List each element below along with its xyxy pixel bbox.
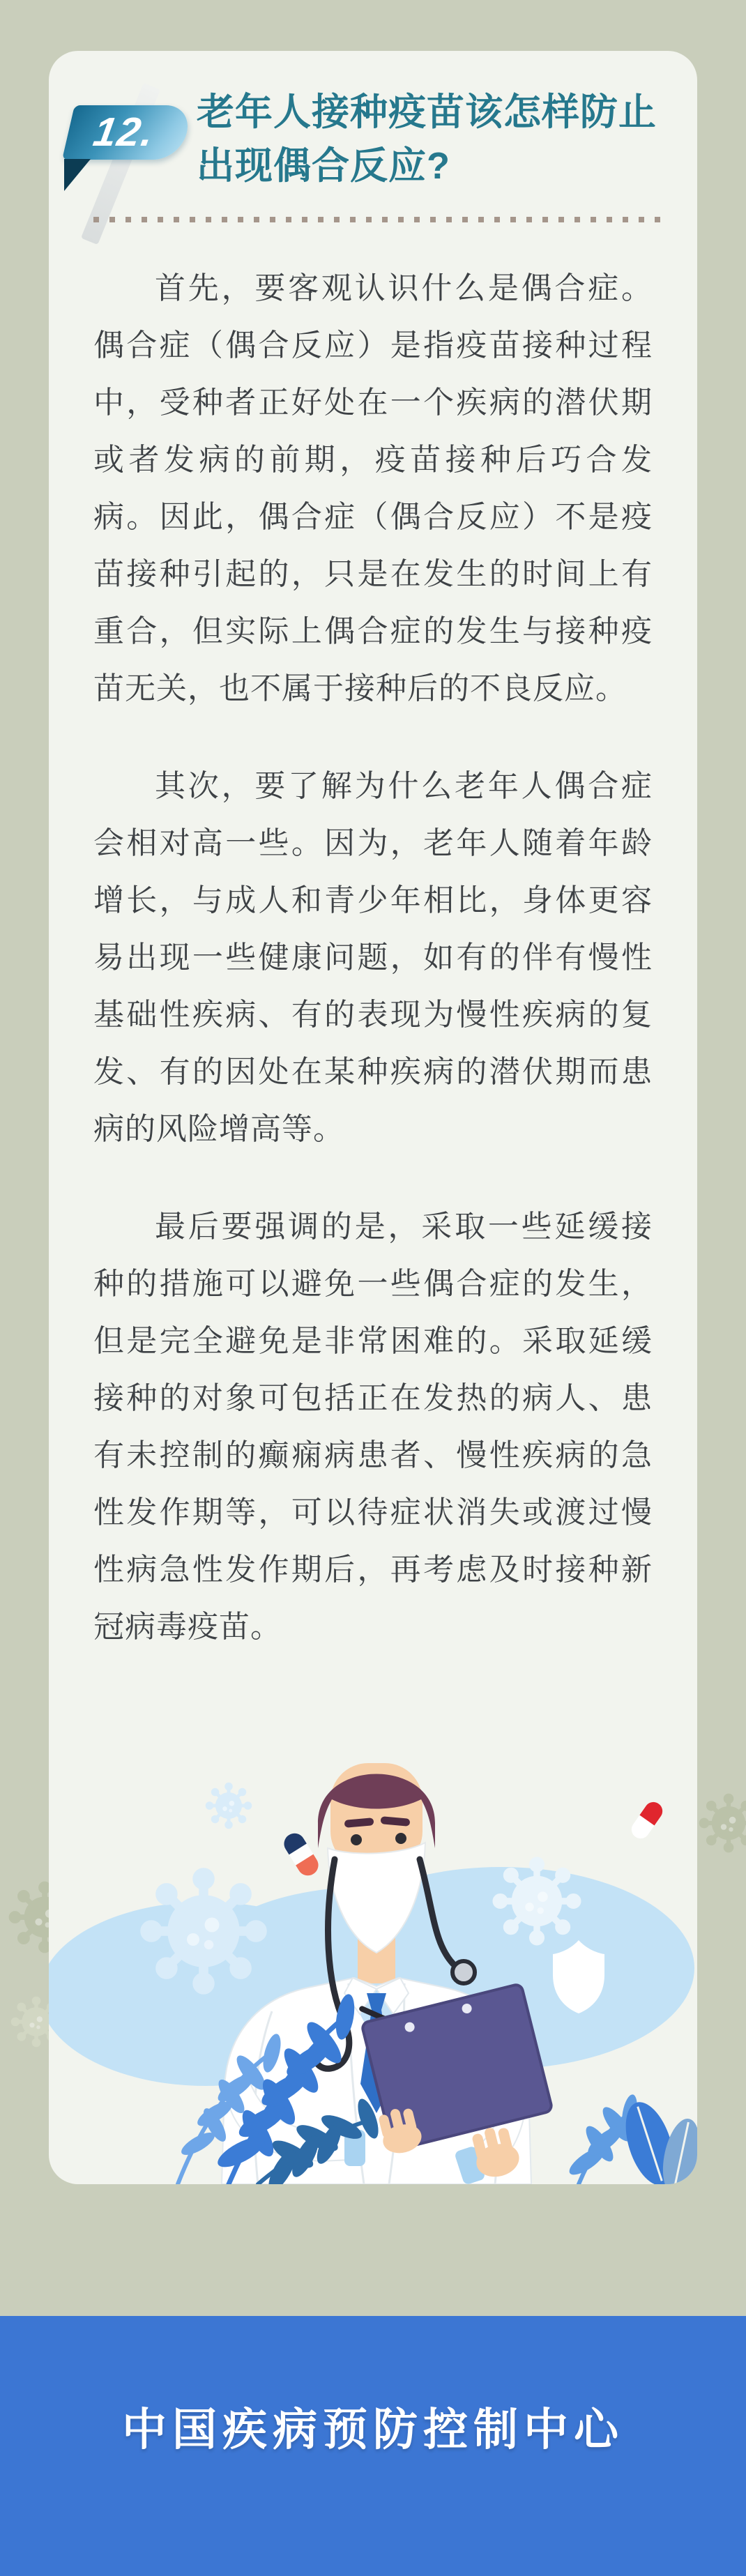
virus-icon bbox=[496, 1860, 578, 1942]
org-name: 中国疾病预防控制中心 bbox=[122, 2404, 624, 2455]
page-title bbox=[197, 86, 657, 193]
header bbox=[49, 51, 697, 239]
footer bbox=[0, 2316, 746, 2576]
pill-icon bbox=[628, 1799, 667, 1842]
article-body bbox=[93, 260, 653, 1656]
ribbon-fold bbox=[64, 159, 91, 191]
stethoscope-chestpiece bbox=[452, 1961, 475, 1983]
paragraph-2: 其次，要了解为什么老年人偶合症会相对高一些。因为，老年人随着年龄增长，与成人和青少年相比，身体更容易出现一些健康问题，如有的伴有慢性基础性疾病、有的表现为慢性疾病的复发、有的因处在某种疾病的潜伏期而患病的风险增高等。 bbox=[93, 769, 653, 1146]
dotted-divider bbox=[93, 217, 664, 222]
eye-right bbox=[395, 1833, 406, 1844]
plant-right bbox=[565, 2094, 697, 2184]
virus-icon bbox=[145, 1873, 262, 1990]
virus-watermark-icon bbox=[690, 1785, 746, 1861]
paragraph-1: 首先，要客观认识什么是偶合症。偶合症（偶合反应）是指疫苗接种过程中，受种者正好处在一个疾病的潜伏期或者发病的前期，疫苗接种后巧合发病。因此，偶合症（偶合反应）不是疫苗接种引起的，只是在发生的时间上有重合，但实际上偶合症的发生与接种疫苗无关，也不属于接种后的不良反应。 bbox=[93, 271, 653, 706]
title-line-2: 出现偶合反应? bbox=[197, 145, 450, 187]
badge-ribbon bbox=[62, 105, 193, 160]
content-card bbox=[49, 51, 697, 2184]
doctor-illustration bbox=[49, 1753, 697, 2184]
title-line-1: 老年人接种疫苗该怎样防止 bbox=[197, 91, 657, 133]
virus-icon bbox=[207, 1784, 250, 1827]
paragraph-3: 最后要强调的是，采取一些延缓接种的措施可以避免一些偶合症的发生，但是完全避免是非常困难的。采取延缓接种的对象可包括正在发热的病人、患有未控制的癫痫病患者、慢性疾病的急性发作期等，可以待症状消失或渡过慢性病急性发作期后，再考虑及时接种新冠病毒疫苗。 bbox=[93, 1210, 653, 1644]
capsule-icon bbox=[280, 1829, 322, 1880]
badge-number: 12. bbox=[90, 109, 158, 155]
eye-left bbox=[351, 1834, 362, 1845]
